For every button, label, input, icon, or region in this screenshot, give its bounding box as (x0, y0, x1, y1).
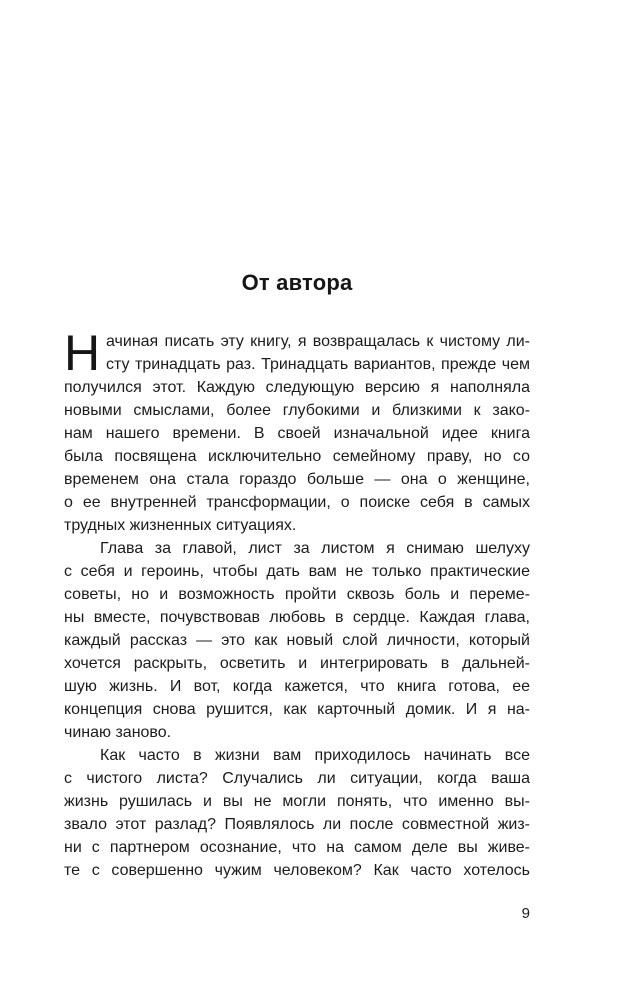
paragraph (64, 325, 530, 537)
text-line: ни с партнером осознание, что на самом деле вы живе- (64, 839, 530, 856)
text-line: о ее внутренней трансформации, о поиске себя в самых (64, 494, 530, 511)
text-line: сту тринадцать раз. Тринадцать вариантов, прежде чем (106, 356, 530, 373)
text-line: новыми смыслами, более глубокими и близкими к зако- (64, 402, 530, 419)
drop-cap: Н (64, 325, 101, 381)
text-line: каждый рассказ — это как новый слой личности, который (64, 632, 530, 649)
text-line: ачиная писать эту книгу, я возвращалась к чистому ли- (106, 333, 530, 350)
paragraph (64, 537, 530, 744)
text-line: чинаю заново. (64, 724, 172, 741)
text-line: трудных жизненных ситуациях. (64, 517, 297, 534)
text-line: концепция снова рушится, как карточный домик. И я на- (64, 701, 530, 718)
text-line: ны вместе, почувствовав любовь в сердце. Каждая глава, (64, 609, 530, 626)
text-line: с себя и героинь, чтобы дать вам не только практические (64, 563, 530, 580)
chapter-title: От автора (241, 270, 353, 295)
text-line: нам нашего времени. В своей изначальной идее книга (64, 425, 530, 442)
text-line: получился этот. Каждую следующую версию я наполняла (64, 379, 530, 396)
text-line: жизнь рушилась и вы не могли понять, что именно вы- (64, 793, 530, 810)
body-text (64, 325, 530, 882)
text-line: с чистого листа? Случались ли ситуации, когда ваша (64, 770, 530, 787)
text-line: временем она стала гораздо больше — она о женщине, (64, 471, 530, 488)
text-line: была посвящена исключительно семейному праву, но со (64, 448, 530, 465)
paragraph (64, 744, 530, 882)
text-line: звало этот разлад? Появлялось ли после совместной жиз- (64, 816, 530, 833)
text-line: те с совершенно чужим человеком? Как часто хотелось (64, 862, 530, 879)
page-number: 9 (521, 905, 530, 922)
text-line: Глава за главой, лист за листом я снимаю шелуху (100, 540, 530, 557)
text-line: шую жизнь. И вот, когда кажется, что книга готова, ее (64, 678, 530, 695)
text-line: советы, но и возможность пройти сквозь боль и переме- (64, 586, 530, 603)
text-line: хочется раскрыть, осветить и интегрировать в дальней- (64, 655, 530, 672)
text-line: Как часто в жизни вам приходилось начинать все (100, 747, 530, 764)
